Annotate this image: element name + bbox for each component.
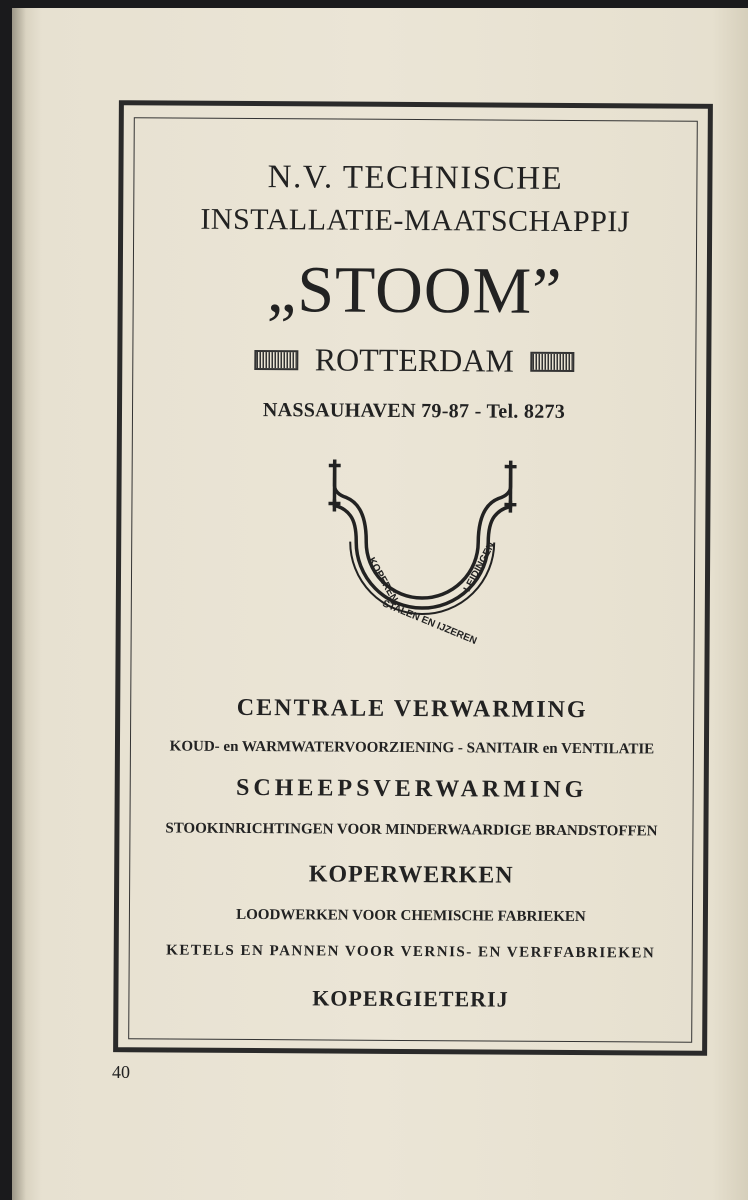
logo-text-top: KOPEREN	[365, 555, 400, 605]
logo-text-right: LEIDINGEN	[461, 540, 498, 594]
city-name: ROTTERDAM	[314, 341, 514, 379]
decorative-bar-right	[530, 351, 574, 371]
city-row	[133, 340, 695, 380]
leadworks-line: LOODWERKEN VOOR CHEMISCHE FABRIEKEN	[236, 906, 586, 926]
book-page	[12, 8, 748, 1200]
central-heating-heading: CENTRALE VERWARMING	[236, 694, 588, 724]
page-number: 40	[112, 1062, 130, 1082]
company-type-line: N.V. TECHNISCHE	[267, 159, 564, 197]
stoking-line: STOOKINRICHTINGEN VOOR MINDERWAARDIGE BRANDSTOFFEN	[165, 820, 658, 840]
ship-heating-heading: SCHEEPSVERWARMING	[236, 774, 588, 804]
water-sanitary-line: KOUD- en WARMWATERVOORZIENING - SANITAIR en VENTILATIE	[169, 738, 655, 758]
pipe-bend-shape	[328, 459, 517, 614]
address-line: NASSAUHAVEN 79-87 - Tel. 8273	[262, 399, 566, 423]
kettles-line: KETELS EN PANNEN VOOR VERNIS- EN VERFFABRIEKEN	[166, 942, 656, 962]
foundry-heading: KOPERGIETERIJ	[312, 985, 509, 1012]
copperworks-heading: KOPERWERKEN	[308, 861, 514, 889]
company-type-line-2: INSTALLATIE-MAATSCHAPPIJ	[200, 202, 631, 239]
company-name: „STOOM”	[266, 253, 563, 328]
advertisement-frame	[113, 100, 713, 1056]
page-gutter-shadow	[12, 8, 26, 1200]
copper-pipe-bend-icon	[328, 457, 517, 658]
logo-text-bottom: STALEN EN IJZEREN	[380, 598, 479, 647]
advertisement-inner-border	[128, 117, 698, 1042]
decorative-bar-left	[255, 350, 299, 370]
